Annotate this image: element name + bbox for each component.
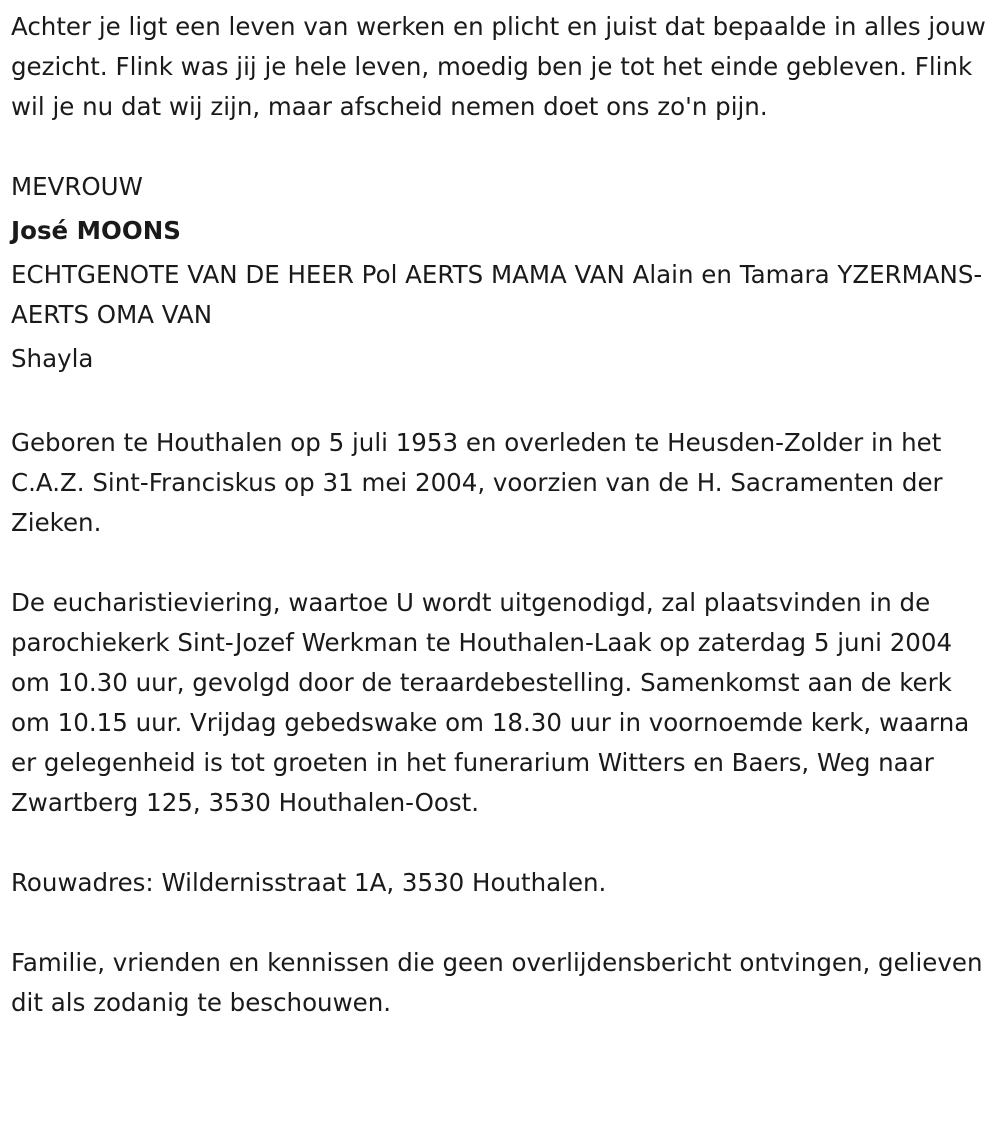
family-relations: ECHTGENOTE VAN DE HEER Pol AERTS MAMA VAN Alain en Tamara YZERMANS-AERTS OMA VAN (11, 260, 983, 329)
birth-death-text: Geboren te Houthalen op 5 juli 1953 en overleden te Heusden-Zolder in het C.A.Z. Sint-Franciskus op 31 mei 2004, voorzien van de H. Sacramenten der Zieken. (11, 428, 943, 537)
honorific-title: MEVROUW (11, 172, 143, 201)
mourning-address: Rouwadres: Wildernisstraat 1A, 3530 Houthalen. (11, 868, 607, 897)
poem-text: Achter je ligt een leven van werken en plicht en juist dat bepaalde in alles jouw gezicht. Flink was jij je hele leven, moedig ben je tot het einde gebleven. Flink wil je nu dat wij zijn, maar afscheid nemen doet ons zo'n pijn. (11, 12, 986, 121)
death-notice (11, 7, 986, 1023)
grandchild-name: Shayla (11, 344, 94, 373)
spacer (11, 823, 986, 863)
closing-text: Familie, vrienden en kennissen die geen overlijdensbericht ontvingen, gelieven dit als zodanig te beschouwen. (11, 948, 983, 1017)
spacer (11, 383, 986, 423)
spacer (11, 127, 986, 167)
spacer (11, 543, 986, 583)
spacer (11, 903, 986, 943)
deceased-name: José MOONS (11, 216, 181, 245)
ceremony-text: De eucharistieviering, waartoe U wordt uitgenodigd, zal plaatsvinden in de parochiekerk Sint-Jozef Werkman te Houthalen-Laak op zaterdag 5 juni 2004 om 10.30 uur, gevolgd door de teraardebestelling. Samenkomst aan de kerk om 10.15 uur. Vrijdag gebedswake om 18.30 uur in voornoemde kerk, waarna er gelegenheid is tot groeten in het funerarium Witters en Baers, Weg naar Zwartberg 125, 3530 Houthalen-Oost. (11, 588, 970, 817)
